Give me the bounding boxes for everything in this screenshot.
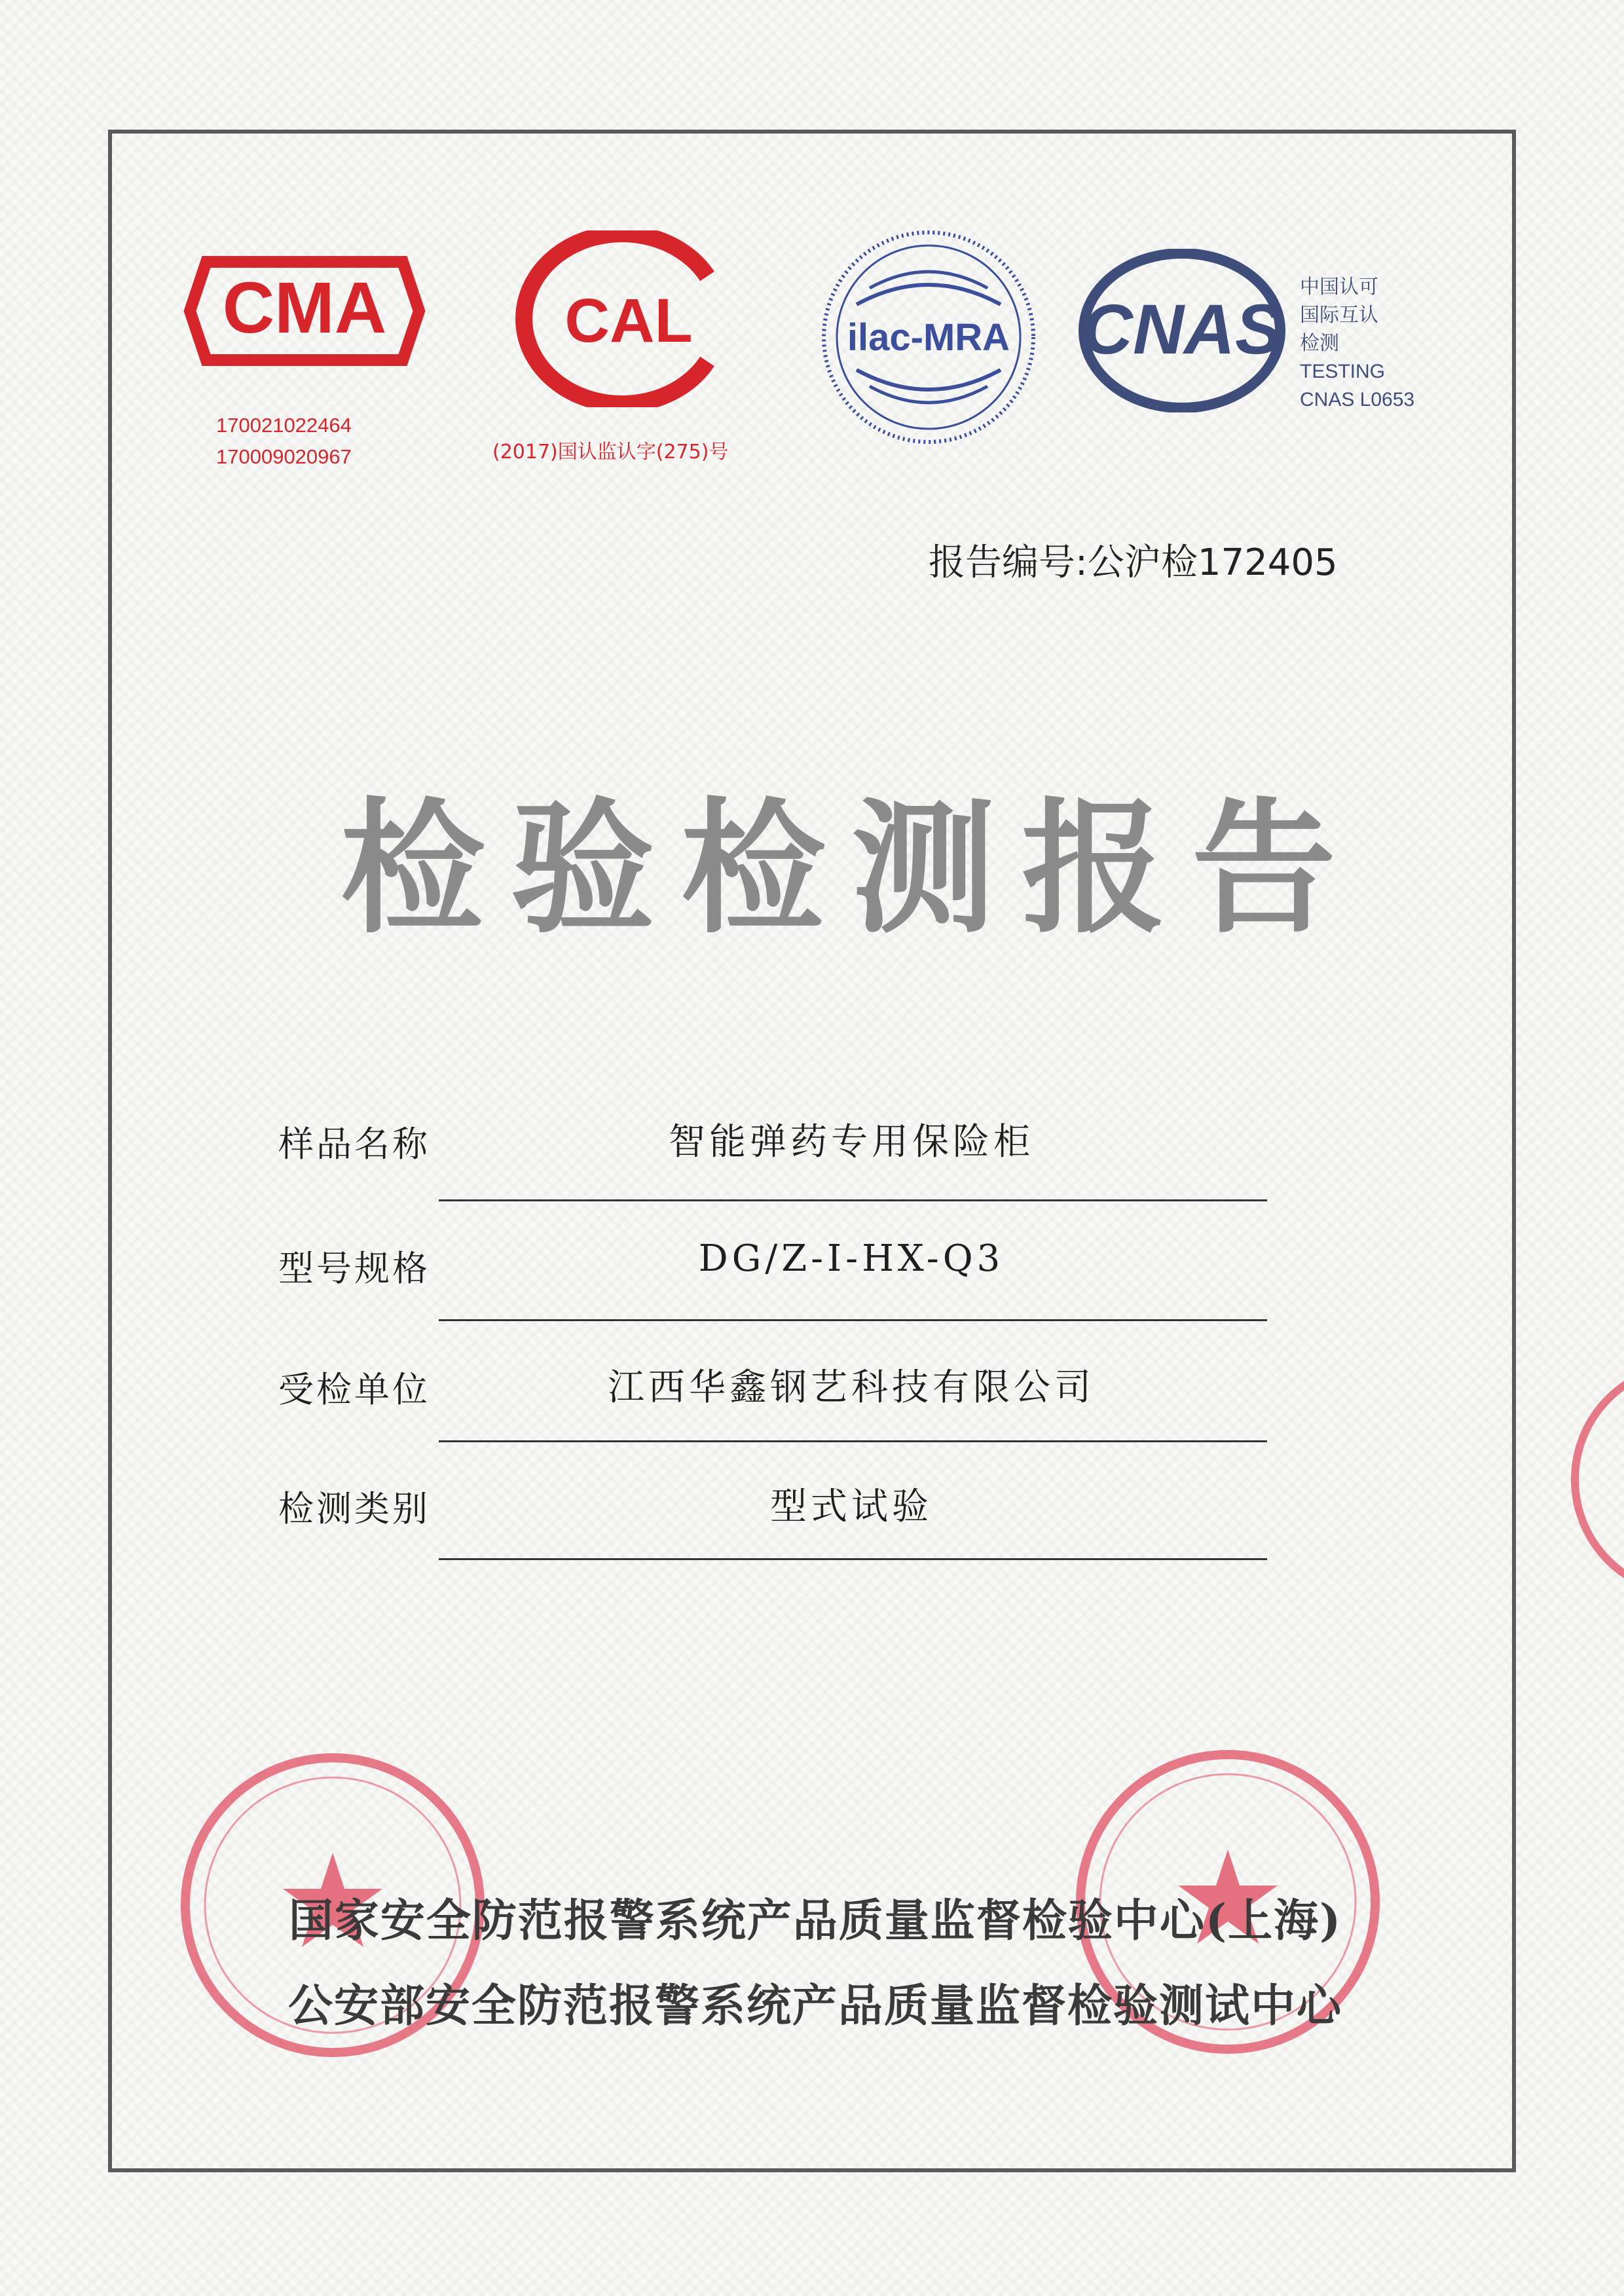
cnas-line-3: 检测: [1300, 333, 1339, 354]
report-title: 检验检测报告: [341, 785, 1363, 953]
ilac-mra-logo-mark: ilac-MRA: [847, 316, 1010, 359]
field-underline: [439, 1199, 1267, 1201]
cnas-logo: [1071, 249, 1293, 412]
field-underline: [439, 1319, 1267, 1321]
cal-accreditation-number: (2017)国认监认字(275)号: [492, 441, 729, 464]
ilac-mra-logo: [817, 226, 1040, 448]
field-value-test-type: 型式试验: [770, 1485, 932, 1528]
field-underline: [439, 1558, 1267, 1560]
issuer-line-2: 公安部安全防范报警系统产品质量监督检验测试中心: [287, 1980, 1342, 2032]
report-number: 报告编号:公沪检172405: [929, 541, 1338, 584]
field-value-model: DG/Z-Ⅰ-HX-Q3: [698, 1237, 1005, 1280]
field-value-sample-name: 智能弹药专用保险柜: [669, 1121, 1034, 1163]
cma-logo: [183, 249, 426, 373]
cnas-line-1: 中国认可: [1300, 276, 1378, 298]
field-value-client: 江西华鑫钢艺科技有限公司: [608, 1366, 1095, 1409]
field-label-client: 受检单位: [278, 1369, 430, 1410]
cma-number-2: 170009020967: [216, 445, 352, 468]
cma-number-1: 170021022464: [216, 414, 352, 437]
cnas-accreditation-text: [1300, 273, 1414, 414]
field-label-model: 型号规格: [278, 1248, 430, 1289]
cnas-line-2: 国际互认: [1300, 304, 1378, 326]
cma-logo-mark: CMA: [222, 268, 387, 348]
cnas-line-5: CNAS L0653: [1300, 389, 1415, 410]
field-underline: [439, 1440, 1267, 1442]
cal-logo: [511, 230, 733, 407]
issuer-line-1: 国家安全防范报警系统产品质量监督检验中心(上海): [288, 1895, 1342, 1947]
edge-partial-seal: [1559, 1362, 1624, 1600]
cal-logo-mark: CAL: [564, 286, 693, 355]
field-label-sample-name: 样品名称: [278, 1123, 430, 1165]
cnas-logo-mark: CNAS: [1081, 289, 1283, 369]
field-label-test-type: 检测类别: [278, 1488, 430, 1529]
cnas-line-4: TESTING: [1300, 361, 1386, 382]
cma-license-numbers: [216, 410, 352, 473]
